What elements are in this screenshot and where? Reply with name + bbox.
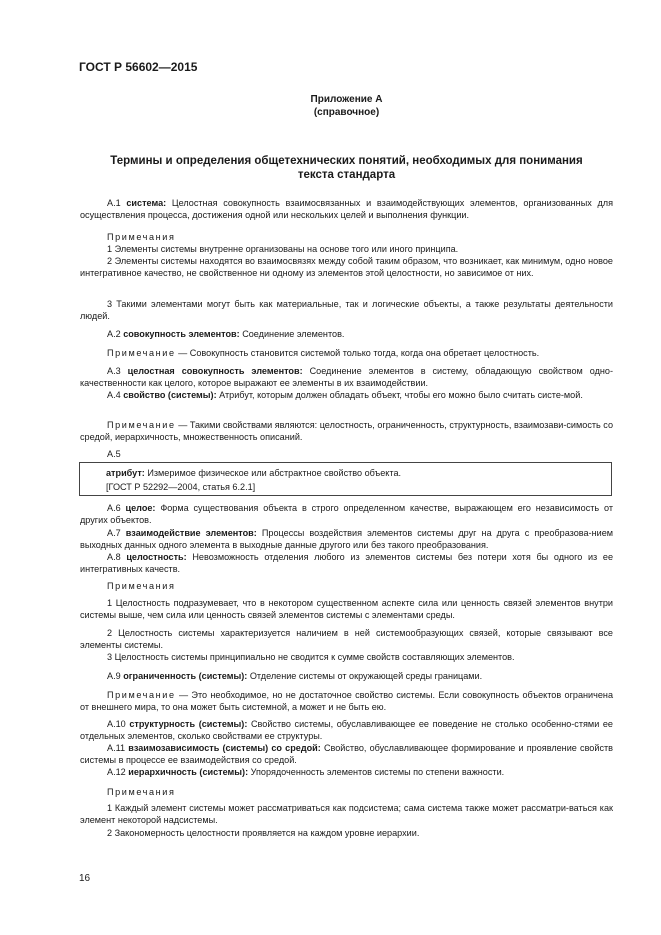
note-a2: Примечание — Совокупность становится системой только тогда, когда она обретает целостность. bbox=[107, 348, 540, 358]
term-a7: А.7 взаимодействие элементов: Процессы воздействия элементов системы друг на друга с преобразова-нием выходных данных одного элемента в выходные данные другого или без такого преобразования. bbox=[80, 528, 613, 550]
note-a9: Примечание — Это необходимое, но не достаточное свойство системы. Если совокупность объектов ограничена от внешнего мира, то она может быть системной, а может и не быть ею. bbox=[80, 690, 613, 712]
note-item: 1 Целостность подразумевает, что в некотором существенном аспекте сила или ценность связей элементов внутри системы выше, чем сила или ценность связей элементов системы с элементами среды. bbox=[80, 598, 613, 620]
term-a10: А.10 структурность (системы): Свойство системы, обуславливающее ее поведение не столько особенно-стями ее отдельных элементов, сколько свойствами ее структуры. bbox=[80, 719, 613, 741]
term-a9: А.9 ограниченность (системы): Отделение системы от окружающей среды границами. bbox=[107, 671, 483, 681]
note-item: 2 Целостность системы характеризуется наличием в ней системообразующих связей, которые связывают все элементы системы. bbox=[80, 628, 613, 650]
note-a4: Примечание — Такими свойствами являются: целостность, ограниченность, структурность, взаимозави-симость со средой, иерархичность, множественность описаний. bbox=[80, 420, 614, 442]
term-a4: А.4 свойство (системы): Атрибут, которым должен обладать объект, чтобы его можно было считать систе-мой. bbox=[107, 390, 583, 400]
term-a11: А.11 взаимозависимость (системы) со средой: Свойство, обуславливающее формирование и проявление свойств системы в процессе ее взаимодействия со средой. bbox=[80, 743, 613, 765]
term-a6: А.6 целое: Форма существования объекта в строго определенном качестве, выражающем его независимость от других объектов. bbox=[80, 503, 614, 525]
note-item: 3 Такими элементами могут быть как материальные, так и логические объекты, а также результаты деятельности людей. bbox=[80, 299, 613, 321]
note-item: 1 Каждый элемент системы может рассматриваться как подсистема; сама система также может рассматри-ваться как элемент некоторой надсистемы. bbox=[80, 803, 613, 825]
document-code: ГОСТ Р 56602—2015 bbox=[79, 60, 198, 74]
term-a2: А.2 совокупность элементов: Соединение элементов. bbox=[107, 329, 345, 339]
notes-label: Примечания bbox=[107, 581, 176, 591]
note-item: 2 Закономерность целостности проявляется на каждом уровне иерархии. bbox=[107, 828, 420, 838]
term-a5-box bbox=[79, 462, 612, 496]
term-a1: А.1 система: Целостная совокупность взаимосвязанных и взаимодействующих элементов, организованных для осуществления процесса, достижения одной или нескольких целей и выполнения функции. bbox=[80, 198, 614, 220]
section-title-line2: текста стандарта bbox=[297, 169, 396, 181]
appendix-heading bbox=[80, 93, 613, 119]
term-a5-number: А.5 bbox=[107, 449, 121, 459]
note-item: 1 Элементы системы внутренне организованы на основе того или иного принципа. bbox=[107, 244, 459, 254]
term-a5-reference: [ГОСТ Р 52292—2004, статья 6.2.1] bbox=[106, 482, 256, 492]
notes-label: Примечания bbox=[107, 232, 176, 242]
term-a8: А.8 целостность: Невозможность отделения любого из элементов системы без потери хотя бы одного из ее интегративных качеств. bbox=[80, 552, 614, 574]
note-item: 3 Целостность системы принципиально не сводится к сумме свойств составляющих элементов. bbox=[107, 652, 515, 662]
section-title-line1: Термины и определения общетехнических понятий, необходимых для понимания bbox=[110, 155, 583, 167]
page-number: 16 bbox=[79, 873, 91, 884]
note-item: 2 Элементы системы находятся во взаимосвязях между собой таким образом, что возникает, как минимум, одно новое интегративное качество, не свойственное ни одному из элементов этой целостности, но зависимое от них. bbox=[80, 256, 613, 278]
section-title bbox=[80, 154, 613, 182]
appendix-type: (справочное) bbox=[313, 107, 380, 118]
term-a5: атрибут: Измеримое физическое или абстрактное свойство объекта. bbox=[106, 468, 402, 478]
term-a3: А.3 целостная совокупность элементов: Соединение элементов в систему, обладающую свойством одно-качественности как целого, которое выражают ее элементы в их взаимодействии. bbox=[80, 366, 613, 388]
notes-label: Примечания bbox=[107, 787, 176, 797]
appendix-label: Приложение А bbox=[310, 94, 383, 105]
term-a12: А.12 иерархичность (системы): Упорядоченность элементов системы по степени важности. bbox=[107, 767, 505, 777]
